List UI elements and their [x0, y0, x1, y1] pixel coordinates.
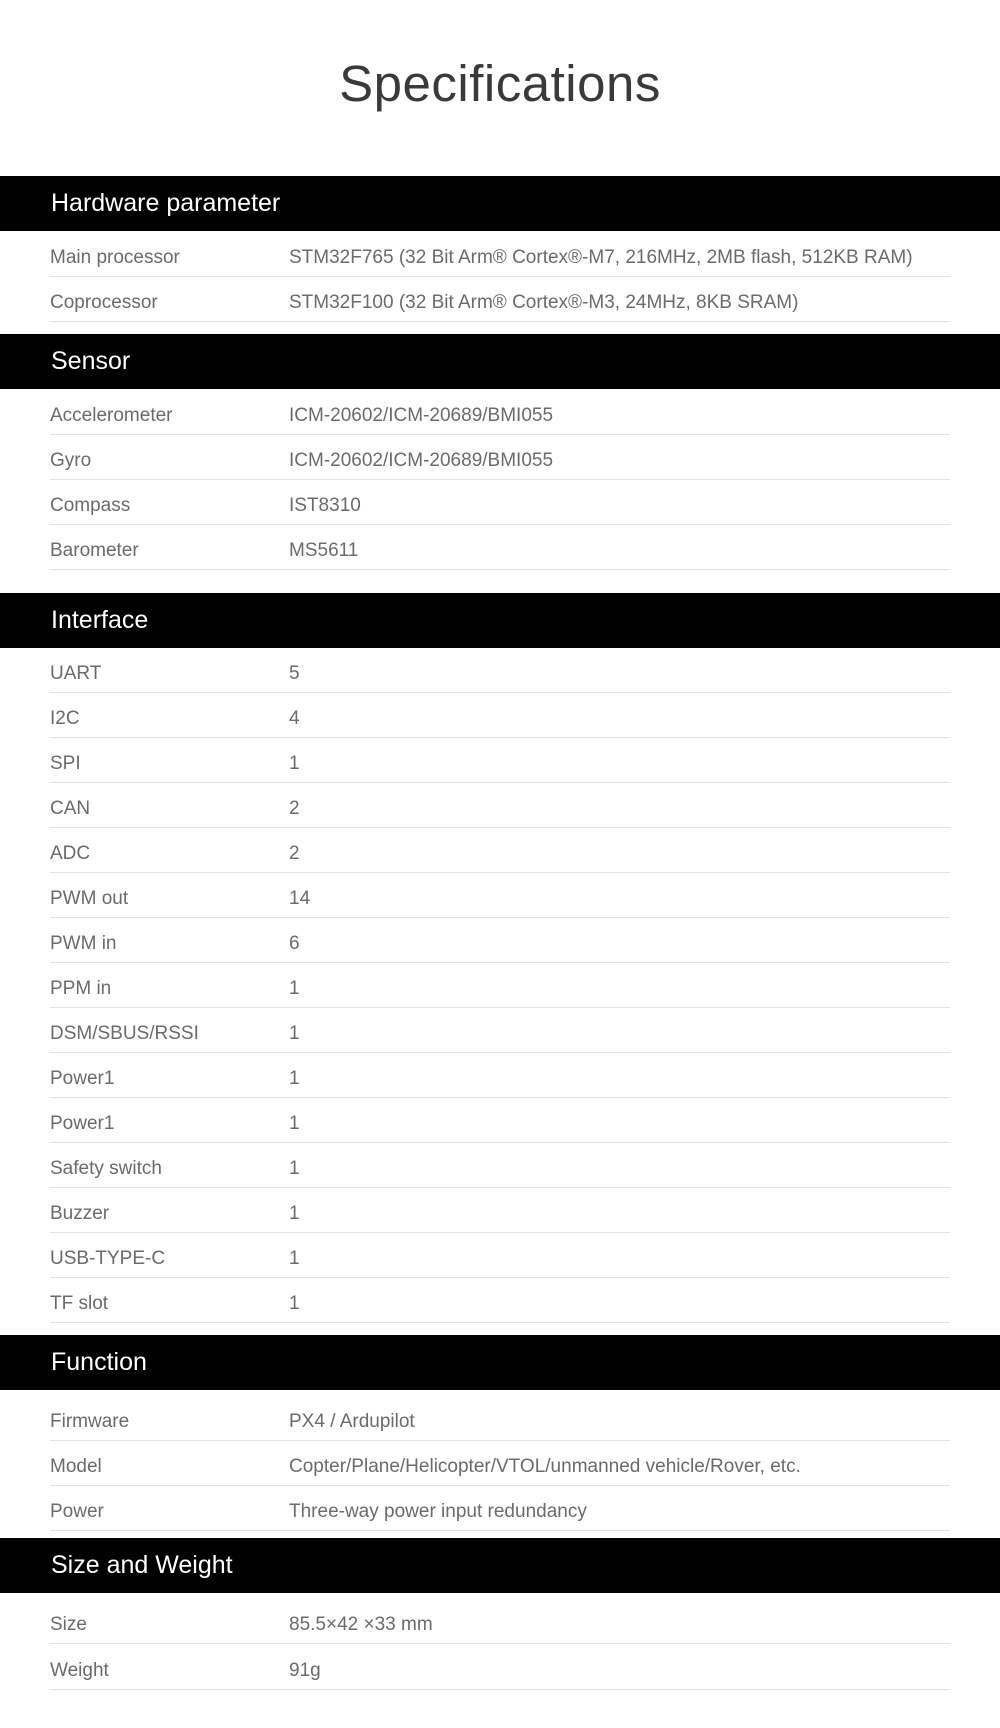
spec-value: STM32F765 (32 Bit Arm® Cortex®-M7, 216MHz, 2MB flash, 512KB RAM) — [289, 247, 913, 268]
spec-value: STM32F100 (32 Bit Arm® Cortex®-M3, 24MHz, 8KB SRAM) — [289, 292, 799, 313]
spec-row — [50, 435, 950, 480]
spec-row — [50, 1599, 950, 1644]
spec-label: USB-TYPE-C — [50, 1248, 166, 1269]
spec-value: Copter/Plane/Helicopter/VTOL/unmanned vehicle/Rover, etc. — [289, 1456, 801, 1477]
spec-row — [50, 1008, 950, 1053]
spec-row — [50, 1233, 950, 1278]
spec-label: Power1 — [50, 1068, 115, 1089]
spec-label: PWM in — [50, 933, 117, 954]
spec-row — [50, 963, 950, 1008]
spec-value: 1 — [289, 1068, 300, 1089]
spec-value: ICM-20602/ICM-20689/BMI055 — [289, 450, 554, 471]
spec-value: ICM-20602/ICM-20689/BMI055 — [289, 405, 554, 426]
spec-label: Barometer — [50, 540, 139, 561]
spec-value: 4 — [289, 708, 300, 729]
spec-value: 14 — [289, 888, 311, 909]
section-header-hardware-parameter: Hardware parameter — [0, 176, 1000, 231]
spec-label: PPM in — [50, 978, 112, 999]
spec-value: MS5611 — [289, 540, 359, 561]
section-header-function: Function — [0, 1335, 1000, 1390]
spec-label: Firmware — [50, 1411, 130, 1432]
spec-value: 1 — [289, 978, 300, 999]
spec-row — [50, 1486, 950, 1531]
section-header-interface: Interface — [0, 593, 1000, 648]
spec-label: Main processor — [50, 247, 180, 268]
spec-value: 91g — [289, 1660, 321, 1681]
spec-label: Power1 — [50, 1113, 115, 1134]
spec-row — [50, 1053, 950, 1098]
spec-label: Compass — [50, 495, 131, 516]
spec-value: 2 — [289, 798, 300, 819]
spec-value: 1 — [289, 1203, 300, 1224]
spec-row — [50, 1645, 950, 1690]
spec-row — [50, 918, 950, 963]
spec-label: UART — [50, 663, 102, 684]
spec-row — [50, 738, 950, 783]
spec-label: Gyro — [50, 450, 92, 471]
section-header-sensor: Sensor — [0, 334, 1000, 389]
spec-row — [50, 828, 950, 873]
spec-label: Accelerometer — [50, 405, 173, 426]
spec-row — [50, 1098, 950, 1143]
spec-row — [50, 232, 950, 277]
spec-label: CAN — [50, 798, 91, 819]
spec-value: 1 — [289, 1158, 300, 1179]
spec-value: 1 — [289, 1113, 300, 1134]
spec-value: 5 — [289, 663, 300, 684]
spec-value: 2 — [289, 843, 300, 864]
spec-label: TF slot — [50, 1293, 109, 1314]
spec-label: I2C — [50, 708, 80, 729]
spec-value: Three-way power input redundancy — [289, 1501, 587, 1522]
spec-row — [50, 1188, 950, 1233]
spec-row — [50, 1278, 950, 1323]
spec-label: Model — [50, 1456, 102, 1477]
spec-value: 1 — [289, 753, 300, 774]
spec-row — [50, 783, 950, 828]
spec-row — [50, 1143, 950, 1188]
spec-label: Power — [50, 1501, 104, 1522]
spec-row — [50, 480, 950, 525]
spec-row — [50, 648, 950, 693]
spec-row — [50, 525, 950, 570]
spec-label: Buzzer — [50, 1203, 110, 1224]
spec-value: 1 — [289, 1023, 300, 1044]
spec-value: 85.5×42 ×33 mm — [289, 1614, 433, 1635]
spec-label: Size — [50, 1614, 87, 1635]
spec-label: SPI — [50, 753, 81, 774]
spec-value: 6 — [289, 933, 300, 954]
spec-row — [50, 693, 950, 738]
spec-row — [50, 1441, 950, 1486]
spec-value: PX4 / Ardupilot — [289, 1411, 415, 1432]
spec-row — [50, 1396, 950, 1441]
spec-value: 1 — [289, 1248, 300, 1269]
spec-row — [50, 873, 950, 918]
spec-label: PWM out — [50, 888, 129, 909]
spec-label: Coprocessor — [50, 292, 158, 313]
spec-row — [50, 277, 950, 322]
spec-label: ADC — [50, 843, 91, 864]
spec-row — [50, 390, 950, 435]
spec-value: IST8310 — [289, 495, 361, 516]
section-header-size-and-weight: Size and Weight — [0, 1538, 1000, 1593]
page-title: Specifications — [339, 55, 661, 112]
spec-label: DSM/SBUS/RSSI — [50, 1023, 199, 1044]
spec-value: 1 — [289, 1293, 300, 1314]
spec-label: Weight — [50, 1660, 109, 1681]
spec-label: Safety switch — [50, 1158, 162, 1179]
